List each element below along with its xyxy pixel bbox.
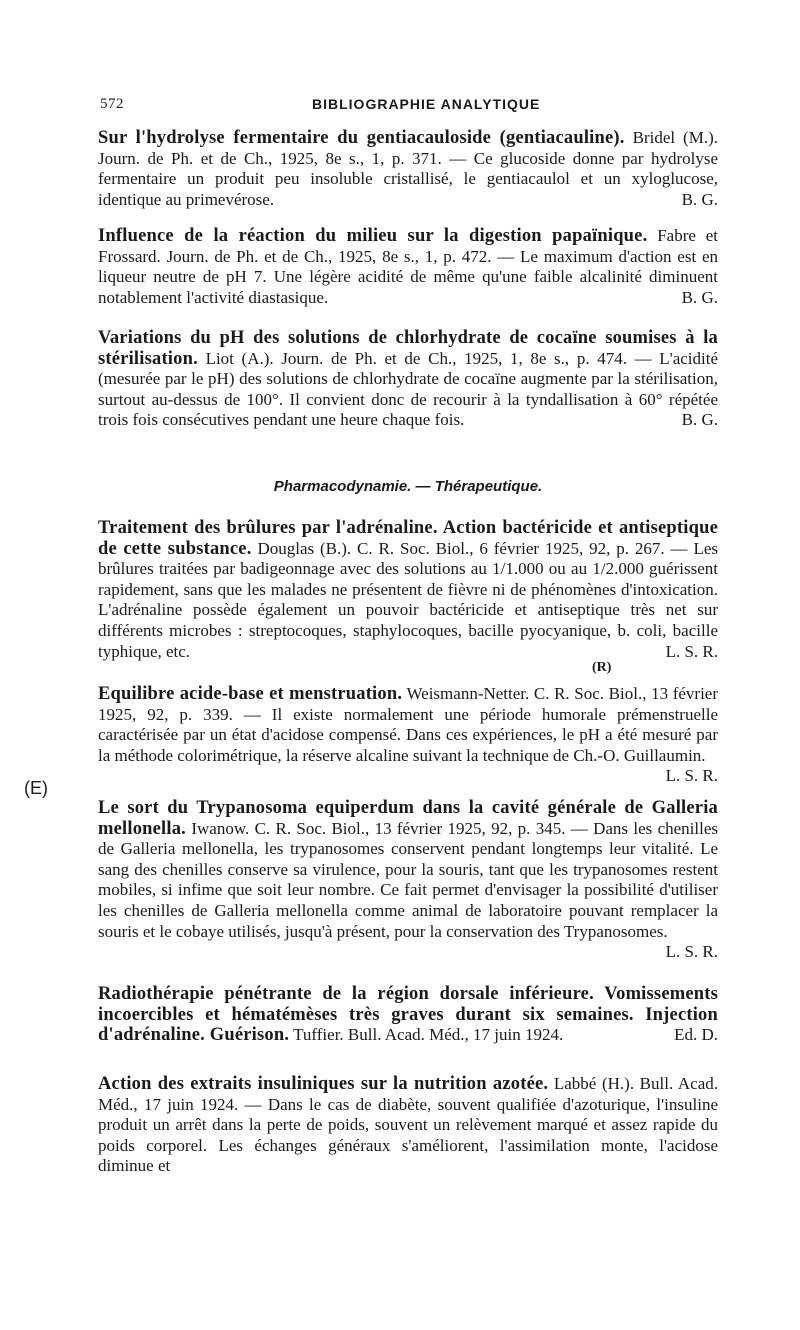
entry-title: Variations du pH des solutions de chlorhydrate de cocaïne soumises à la stérilisation. bbox=[98, 328, 718, 369]
bibliography-entry bbox=[98, 518, 718, 662]
entry-title: Le sort du Trypanosoma equiperdum dans la cavité générale de Galleria mellonella. bbox=[98, 798, 718, 839]
entry-title: Radiothérapie pénétrante de la région dorsale inférieure. Vomissements incoercibles et hématémèses très graves durant six semaines. Injection d'adrénaline. Guérison. bbox=[98, 984, 718, 1046]
entry-title: Equilibre acide-base et menstruation. bbox=[98, 684, 403, 704]
running-title: BIBLIOGRAPHIE ANALYTIQUE bbox=[312, 96, 541, 112]
entry-signature: Ed. D. bbox=[674, 1025, 718, 1045]
entry-title: Traitement des brûlures par l'adrénaline. Action bactéricide et antiseptique de cette substance. bbox=[98, 518, 718, 559]
section-heading: Pharmacodynamie. — Thérapeutique. bbox=[273, 478, 543, 495]
entry-signature: B. G. bbox=[681, 287, 718, 307]
bibliography-entry bbox=[98, 226, 718, 308]
entry-title: Sur l'hydrolyse fermentaire du gentiacauloside (gentiacauline). bbox=[98, 128, 625, 148]
entry-body: Weismann-Netter. C. R. Soc. Biol., 13 février 1925, 92, p. 339. — Il existe normalement une période humorale prémenstruelle caractérisée par un état d'acidose compensé. Dans ces expériences, le pH a été mesuré par la méthode colorimétrique, la réserve alcaline suivant la technique de Ch.-O. Guillaumin. bbox=[98, 684, 718, 765]
entry-body: Liot (A.). Journ. de Ph. et de Ch., 1925, 1, 8e s., p. 474. — L'acidité (mesurée par le pH) des solutions de chlorhydrate de cocaïne augmente par la stérilisation, surtout au-dessus de 100°. Il convient donc de recourir à la tyndallisation à 60° répétée trois fois consécutives pendant une heure chaque fois. bbox=[98, 348, 719, 430]
entry-body: Bridel (M.). Journ. de Ph. et de Ch., 1925, 8e s., 1, p. 371. — Ce glucoside donne par hydrolyse fermentaire un produit peu insoluble cristallisé, le gentiacaulol et un xyloglucose, identique au primevérose. bbox=[98, 128, 718, 209]
entry-signature: L. S. R. bbox=[665, 942, 718, 962]
entry-title: Influence de la réaction du milieu sur la digestion papaïnique. bbox=[98, 226, 648, 246]
entry-body: Labbé (H.). Bull. Acad. Méd., 17 juin 1924. — Dans le cas de diabète, souvent qualifiée d'azoturique, l'insuline produit un arrêt dans la perte de poids, souvent un relèvement marqué et assez rapide du poids corporel. Les échanges généraux s'améliorent, l'assimilation monte, l'acidose diminue et bbox=[98, 1074, 719, 1176]
entry-signature: L. S. R. bbox=[665, 641, 718, 661]
margin-annotation: (R) bbox=[592, 660, 612, 675]
bibliography-entry bbox=[98, 328, 718, 431]
page-number: 572 bbox=[100, 96, 124, 112]
entry-signature: B. G. bbox=[681, 189, 718, 209]
bibliography-entry bbox=[98, 128, 718, 210]
bibliography-entry bbox=[98, 684, 718, 787]
bibliography-entry bbox=[98, 1074, 718, 1177]
bibliography-entry bbox=[98, 984, 718, 1046]
margin-annotation: (E) bbox=[24, 778, 48, 798]
entry-title: Action des extraits insuliniques sur la nutrition azotée. bbox=[98, 1074, 549, 1094]
entry-signature: B. G. bbox=[681, 410, 718, 430]
bibliography-entry bbox=[98, 798, 718, 963]
entry-body: Tuffier. Bull. Acad. Méd., 17 juin 1924. bbox=[293, 1025, 564, 1045]
entry-body: Douglas (B.). C. R. Soc. Biol., 6 février 1925, 92, p. 267. — Les brûlures traitées par badigeonnage avec des solutions au 1/1.000 ou au 1/2.000 guérissent rapidement, sans que les malades ne présentent de fièvre ni de phénomènes d'intoxication. L'adrénaline possède également un pouvoir bactéricide et antiseptique très net sur différents microbes : streptocoques, staphylocoques, bacille pyocyanique, b. coli, bacille typhique, etc. bbox=[98, 538, 718, 661]
entry-signature: L. S. R. bbox=[665, 766, 718, 786]
entry-body: Fabre et Frossard. Journ. de Ph. et de Ch., 1925, 8e s., 1, p. 472. — Le maximum d'action est en liqueur neutre de pH 7. Une légère acidité de même qu'une faible alcalinité diminuent notablement l'activité diastasique. bbox=[98, 226, 718, 307]
entry-body: Iwanow. C. R. Soc. Biol., 13 février 1925, 92, p. 345. — Dans les chenilles de Galleria mellonella, les trypanosomes conservent pendant longtemps leur vitalité. Le sang des chenilles conserve sa virulence, pour la souris, tant que les trypanosomes restent mobiles, si infime que soit leur nombre. Ce fait permet d'envisager la possibilité d'utiliser les chenilles de Galleria mellonella comme animal de laboratoire pouvant remplacer la souris et le cobaye utilisés, jusqu'à présent, pour la conservation des Trypanosomes. bbox=[98, 818, 718, 941]
